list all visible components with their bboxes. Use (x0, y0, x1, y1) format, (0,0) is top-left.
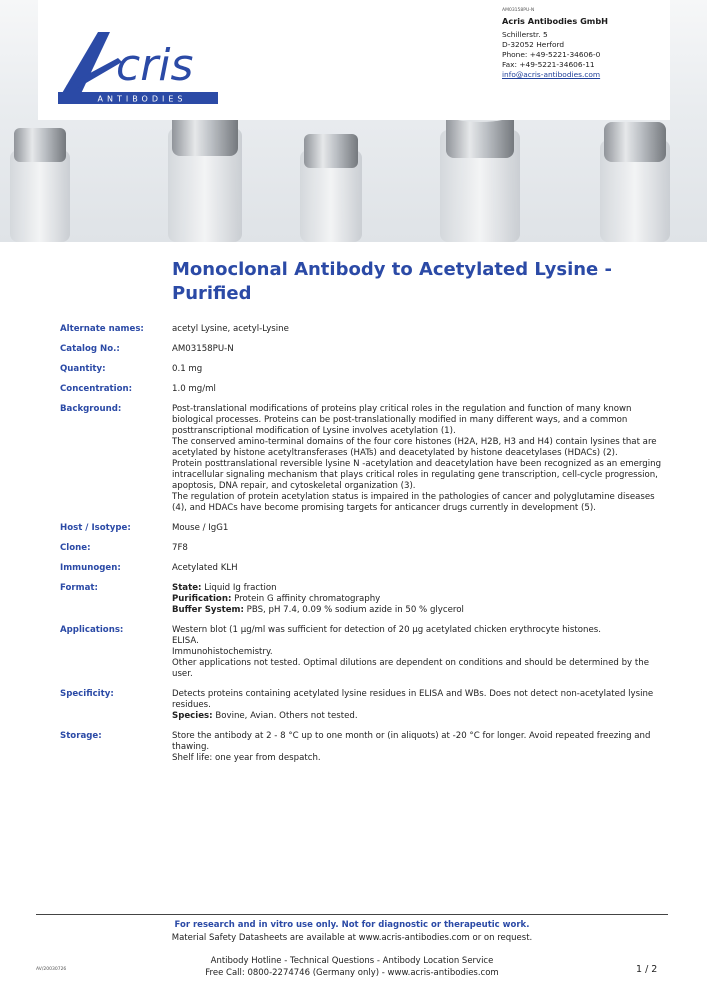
page-title: Monoclonal Antibody to Acetylated Lysine - Purified (172, 259, 613, 304)
field-label: Specificity: (60, 689, 114, 699)
field-value: acetyl Lysine, acetyl-Lysine (172, 324, 289, 334)
field-background (60, 404, 664, 514)
field-value (172, 731, 664, 764)
format-purification-label: Purification: (172, 594, 232, 604)
storage-shelf-life: Shelf life: one year from despatch. (172, 753, 321, 763)
field-quantity (60, 364, 664, 375)
field-immunogen (60, 563, 664, 574)
format-buffer-label: Buffer System: (172, 605, 244, 615)
storage-text: Store the antibody at 2 - 8 °C up to one month or (in aliquots) at -20 °C for longer. Avoid repeated freezing and thawing. (172, 731, 651, 752)
field-value: Mouse / IgG1 (172, 523, 229, 533)
format-state-label: State: (172, 583, 202, 593)
format-state (172, 583, 664, 594)
species-label: Species: (172, 711, 213, 721)
specificity-species (172, 711, 664, 722)
field-value: Acetylated KLH (172, 563, 238, 573)
logo-subtitle: ANTIBODIES (97, 94, 187, 104)
reference-code: AM03158PU-N (502, 8, 535, 13)
hotline-block (36, 955, 668, 979)
field-alternate-names (60, 324, 664, 335)
application-line: Western blot (1 µg/ml was sufficient for detection of 20 µg acetylated chicken erythrocyte histones. (172, 625, 601, 635)
document-id: AV/20030726 (36, 967, 67, 972)
field-label: Format: (60, 583, 98, 593)
field-label: Concentration: (60, 384, 133, 394)
field-value: 7F8 (172, 543, 188, 553)
field-label: Alternate names: (60, 324, 144, 334)
field-value: 0.1 mg (172, 364, 203, 374)
field-label: Catalog No.: (60, 344, 120, 354)
field-specificity (60, 689, 664, 722)
company-city: D-32052 Herford (502, 40, 565, 49)
field-value (172, 404, 664, 514)
format-buffer-value: PBS, pH 7.4, 0.09 % sodium azide in 50 % glycerol (243, 605, 464, 615)
page-number: 1 / 2 (636, 964, 658, 975)
application-line: Immunohistochemistry. (172, 647, 273, 657)
company-fax: Fax: +49-5221-34606-11 (502, 60, 595, 69)
field-storage (60, 731, 664, 764)
logo-wordmark: cris (116, 40, 194, 91)
format-purification (172, 594, 664, 605)
field-value (172, 583, 664, 616)
field-label: Applications: (60, 625, 124, 635)
background-paragraph: Protein posttranslational reversible lysine N -acetylation and deacetylation have been recognized as an emerging intracellular signaling mechanism that plays critical roles in regulating gene transcription, cell-cycle progression, apoptosis, DNA repair, and cytoskeletal organization (3). (172, 459, 662, 491)
format-state-value: Liquid Ig fraction (201, 583, 277, 593)
field-applications (60, 625, 664, 680)
field-label: Background: (60, 404, 122, 414)
field-format (60, 583, 664, 616)
field-label: Quantity: (60, 364, 106, 374)
field-label: Immunogen: (60, 563, 121, 573)
field-label: Host / Isotype: (60, 523, 131, 533)
species-value: Bovine, Avian. Others not tested. (212, 711, 358, 721)
field-concentration (60, 384, 664, 395)
company-address (502, 8, 608, 80)
application-line: Other applications not tested. Optimal dilutions are dependent on conditions and should be determined by the user. (172, 658, 649, 679)
company-email-link[interactable]: info@acris-antibodies.com (502, 70, 601, 79)
background-paragraph: The regulation of protein acetylation status is impaired in the pathologies of cancer and polyglutamine diseases (4), and HDACs have become promising targets for anticancer drugs currently in development (5). (172, 492, 655, 513)
application-line: ELISA. (172, 636, 199, 646)
field-value: 1.0 mg/ml (172, 384, 216, 394)
format-purification-value: Protein G affinity chromatography (231, 594, 381, 604)
company-phone: Phone: +49-5221-34606-0 (502, 50, 601, 59)
field-clone (60, 543, 664, 554)
product-fields (60, 324, 664, 764)
footer-divider (36, 914, 668, 915)
field-label: Storage: (60, 731, 102, 741)
field-label: Clone: (60, 543, 91, 553)
field-value: AM03158PU-N (172, 344, 234, 354)
research-disclaimer: For research and in vitro use only. Not for diagnostic or therapeutic work. (174, 920, 530, 930)
hotline-text: Antibody Hotline - Technical Questions - Antibody Location Service (210, 956, 494, 966)
field-value (172, 689, 664, 722)
freecall-text: Free Call: 0800-2274746 (Germany only) - www.acris-antibodies.com (205, 968, 499, 978)
company-name: Acris Antibodies GmbH (502, 16, 609, 26)
field-value (172, 625, 664, 680)
background-paragraph: The conserved amino-terminal domains of the four core histones (H2A, H2B, H3 and H4) contain lysines that are acetylated by histone acetyltransferases (HATs) and deacetylated by histone deacetylases (HDACs) (2). (172, 437, 657, 458)
background-paragraph: Post-translational modifications of proteins play critical roles in the regulation and function of many known biological processes. Proteins can be post-translationally modified in many different ways, and a common posttranscriptional modification of Lysine involves acetylation (1). (172, 404, 632, 436)
field-host-isotype (60, 523, 664, 534)
specificity-text: Detects proteins containing acetylated lysine residues in ELISA and WBs. Does not detect non-acetylated lysine residues. (172, 689, 654, 710)
company-street: Schillerstr. 5 (502, 30, 548, 39)
acris-logo (58, 28, 218, 108)
format-buffer (172, 605, 664, 616)
msds-notice: Material Safety Datasheets are available at www.acris-antibodies.com or on request. (171, 933, 533, 943)
field-catalog (60, 344, 664, 355)
